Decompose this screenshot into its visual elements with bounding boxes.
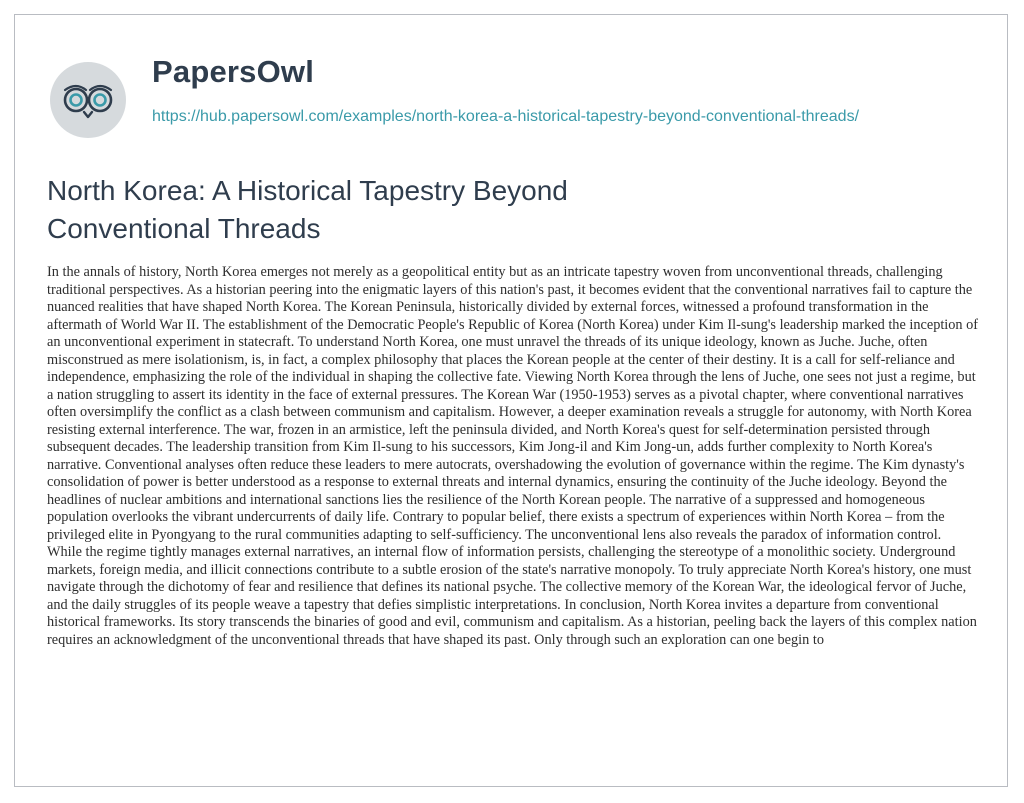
essay-body-text: In the annals of history, North Korea emerges not merely as a geopolitical entity but as an intricate tapestry woven from unconventional threads, challenging traditional perspectives. As a historian peering into the enigmatic layers of this nation's past, it becomes evident that the conventional narratives fail to capture the nuanced realities that have shaped North Korea. The Korean Peninsula, historically divided by external forces, witnessed a profound transformation in the aftermath of World War II. The establishment of the Democratic People's Republic of Korea (North Korea) under Kim Il-sung's leadership marked the inception of an unconventional experiment in statecraft. To understand North Korea, one must unravel the threads of its unique ideology, known as Juche. Juche, often misconstrued as mere isolationism, is, in fact, a complex philosophy that places the Korean people at the center of their destiny. It is a call for self-reliance and independence, emphasizing the role of the individual in shaping the collective fate. Viewing North Korea through the lens of Juche, one sees not just a regime, but a nation struggling to assert its identity in the face of external pressures. The Korean War (1950-1953) serves as a pivotal chapter, where conventional narratives often oversimplify the conflict as a clash between communism and capitalism. However, a deeper examination reveals a struggle for autonomy, with North Korea resisting external interference. The war, frozen in an armistice, left the peninsula divided, and North Korea's quest for self-determination persisted through subsequent decades. The leadership transition from Kim Il-sung to his successors, Kim Jong-il and Kim Jong-un, adds further complexity to North Korea's narrative. Conventional analyses often reduce these leaders to mere autocrats, overshadowing the evolution of governance within the regime. The Kim dynasty's consolidation of power is better understood as a response to external threats and internal dynamics, ensuring the continuity of the Juche ideology. Beyond the headlines of nuclear ambitions and international sanctions lies the resilience of the North Korean people. The narrative of a suppressed and homogeneous population overlooks the vibrant undercurrents of daily life. Contrary to popular belief, there exists a spectrum of experiences within North Korea – from the privileged elite in Pyongyang to the rural communities adapting to self-sufficiency. The unconventional lens also reveals the paradox of information control. While the regime tightly manages external narratives, an internal flow of information persists, challenging the stereotype of a monolithic society. Underground markets, foreign media, and illicit connections contribute to a subtle erosion of the state's narrative monopoly. To truly appreciate North Korea's history, one must navigate through the dichotomy of fear and resilience that defines its national psyche. The collective memory of the Korean War, the ideological fervor of Juche, and the daily struggles of its people weave a tapestry that defies simplistic interpretations. In conclusion, North Korea invites a departure from conventional historical frameworks. Its story transcends the binaries of good and evil, communism and capitalism. As a historian, peeling back the layers of this complex nation requires an acknowledgment of the unconventional threads that have shaped its past. Only through such an exploration can one begin to xyxy=(47,264,979,648)
brand-name: PapersOwl xyxy=(152,54,315,89)
page-title: North Korea: A Historical Tapestry Beyond Conventional Threads xyxy=(47,175,568,244)
source-url-link[interactable]: https://hub.papersowl.com/examples/north-korea-a-historical-tapestry-beyond-conventional-threads/ xyxy=(152,108,860,125)
owl-eyes-logo-icon xyxy=(48,60,128,140)
